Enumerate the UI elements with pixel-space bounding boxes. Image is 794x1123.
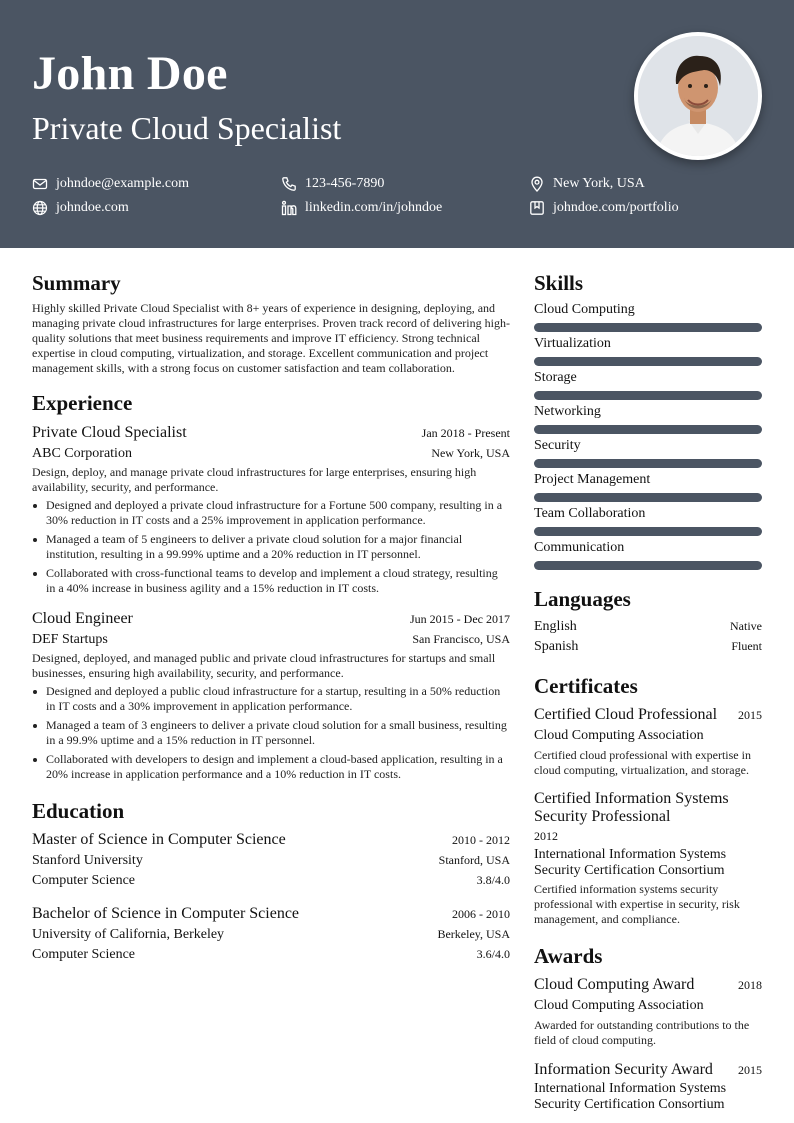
experience-item [32,423,510,596]
language-level: Native [730,619,762,633]
skill-bar [534,391,762,400]
left-column [32,270,510,964]
contact-location [529,175,645,193]
location-pin-icon [529,176,545,192]
skill-name: Virtualization [534,336,611,351]
award-item [534,975,762,1048]
job-role: Cloud Engineer [32,610,133,627]
gpa: 3.6/4.0 [476,947,510,961]
award-item [534,1060,762,1113]
skill-bar [534,493,762,502]
linkedin-icon [281,200,297,216]
skill-item [534,335,762,366]
field-of-study: Computer Science [32,873,136,888]
job-bullet: Managed a team of 5 engineers to deliver a private cloud solution for a major financial institution, resulting in a 99.99% uptime and a 20% reduction in IT personnel. [32,532,510,562]
skill-bar-fill [534,425,762,434]
certificates-heading: Certificates [534,674,638,698]
award-name: Cloud Computing Award [534,976,695,993]
job-role: Private Cloud Specialist [32,424,187,441]
right-column [534,270,762,1113]
gpa: 3.8/4.0 [476,873,510,887]
education-section [32,798,510,964]
job-bullet: Managed a team of 3 engineers to deliver a private cloud solution for a small business, resulting in a 99.9% uptime and a 15% reduction in IT personnel. [32,718,510,748]
certificate-item [534,790,762,927]
certificate-issuer: Cloud Computing Association [534,728,704,743]
award-year: 2015 [738,1063,762,1077]
skill-bar-fill [534,459,762,468]
certificate-item [534,705,762,778]
award-year: 2018 [738,978,762,992]
skill-item [534,539,762,570]
skill-bar [534,527,762,536]
resume-header [0,0,794,248]
school: University of California, Berkeley [32,927,225,942]
award-issuer: Cloud Computing Association [534,998,704,1013]
skill-item [534,471,762,502]
job-company: ABC Corporation [32,446,132,461]
skills-list [534,301,762,570]
globe-icon [32,200,48,216]
skill-item [534,403,762,434]
job-bullet: Designed and deployed a public cloud infrastructure for a startup, resulting in a 50% reduction in IT costs and a 30% improvement in application performance. [32,684,510,714]
language-level: Fluent [731,639,762,653]
certificate-name: Certified Information Systems Security Professional [534,790,729,825]
candidate-title: Private Cloud Specialist [32,110,342,146]
contact-website-text: johndoe.com [56,200,129,215]
contact-linkedin-text: linkedin.com/in/johndoe [305,200,443,215]
skill-item [534,437,762,468]
job-bullet: Collaborated with developers to design and implement a cloud-based application, resulting in a 20% increase in application performance and a 10% reduction in IT costs. [32,752,510,782]
skill-name: Project Management [534,472,651,487]
certificate-year: 2015 [738,708,762,722]
skill-bar [534,357,762,366]
contact-phone-text: 123-456-7890 [305,176,385,191]
skills-section [534,270,762,570]
school: Stanford University [32,853,143,868]
certificate-name: Certified Cloud Professional [534,706,718,723]
skill-bar-fill [534,323,762,332]
skill-name: Networking [534,404,601,419]
award-name: Information Security Award [534,1061,713,1078]
skill-bar [534,459,762,468]
certificate-description: Certified information systems security professional with expertise in security, risk management, and compliance. [534,882,740,926]
portfolio-icon [529,200,545,216]
award-issuer: International Information Systems Security Certification Consortium [534,1081,727,1112]
job-dates: Jun 2015 - Dec 2017 [410,612,510,626]
certificate-description: Certified cloud professional with expertise in cloud computing, virtualization, and storage. [534,748,751,777]
contact-email-text: johndoe@example.com [56,176,190,191]
education-item [32,830,510,890]
experience-item [32,609,510,782]
summary-section [32,270,510,376]
contact-location-text: New York, USA [553,176,645,191]
job-location: San Francisco, USA [412,632,510,646]
awards-section [534,943,762,1113]
school-location: Stanford, USA [438,853,510,867]
language-name: Spanish [534,639,579,654]
skill-name: Team Collaboration [534,506,646,521]
phone-icon [281,176,297,192]
school-location: Berkeley, USA [437,927,510,941]
avatar [634,32,762,160]
degree: Bachelor of Science in Computer Science [32,905,300,922]
certificates-section [534,673,762,927]
skill-item [534,505,762,536]
skill-bar-fill [534,357,762,366]
job-location: New York, USA [431,446,510,460]
experience-heading: Experience [32,391,133,415]
certificate-year: 2012 [534,829,558,843]
contact-website[interactable] [32,199,129,217]
summary-heading: Summary [32,271,121,295]
skill-bar [534,425,762,434]
job-bullet: Designed and deployed a private cloud infrastructure for a Fortune 500 company, resulting in a 30% reduction in IT costs and a 25% improvement in application performance. [32,498,510,528]
skill-name: Cloud Computing [534,302,635,317]
language-item [534,617,762,636]
skill-name: Storage [534,370,577,385]
candidate-name: John Doe [32,47,228,100]
skill-name: Security [534,438,581,453]
job-company: DEF Startups [32,632,108,647]
skill-name: Communication [534,540,625,555]
contact-portfolio-text: johndoe.com/portfolio [553,200,679,215]
contact-linkedin[interactable] [281,199,442,217]
skills-heading: Skills [534,271,584,295]
education-item [32,904,510,964]
contact-email[interactable] [32,175,189,193]
job-bullets [32,498,510,596]
experience-section [32,390,510,782]
award-description: Awarded for outstanding contributions to the field of cloud computing. [534,1018,750,1047]
language-item [534,637,762,656]
language-name: English [534,619,577,634]
skill-bar [534,323,762,332]
job-description: Designed, deployed, and managed public and private cloud infrastructures for startups and small businesses, ensuring high availability, security, and performance. [32,651,496,680]
contact-phone[interactable] [281,175,384,193]
awards-heading: Awards [534,944,603,968]
certificate-issuer: International Information Systems Security Certification Consortium [534,847,727,878]
education-dates: 2010 - 2012 [452,833,510,847]
job-bullet: Collaborated with cross-functional teams to develop and implement a cloud strategy, resulting in a 40% increase in business agility and a 15% reduction in IT costs. [32,566,510,596]
degree: Master of Science in Computer Science [32,831,286,848]
job-description: Design, deploy, and manage private cloud infrastructures for large enterprises, ensuring high availability, security, and performance. [32,465,477,494]
education-heading: Education [32,799,125,823]
job-dates: Jan 2018 - Present [421,426,510,440]
contact-portfolio[interactable] [529,199,679,217]
skill-bar-fill [534,391,762,400]
skill-bar-fill [534,527,762,536]
education-dates: 2006 - 2010 [452,907,510,921]
mail-icon [32,176,48,192]
field-of-study: Computer Science [32,947,136,962]
job-bullets [32,684,510,782]
skill-item [534,301,762,332]
skill-bar [534,561,762,570]
languages-section [534,586,762,656]
skill-bar-fill [534,493,762,502]
languages-heading: Languages [534,587,631,611]
skill-bar-fill [534,561,762,570]
summary-text: Highly skilled Private Cloud Specialist with 8+ years of experience in designing, deploying, and managing private cloud infrastructures for large enterprises. Proven track record of delivering high-quality solutions that meet business requirements and improve IT efficiency. Strong technical expertise in cloud computing, virtualization, and storage. Excellent communication and project management skills, with a strong focus on customer satisfaction and team collaboration. [32,301,510,375]
skill-item [534,369,762,400]
